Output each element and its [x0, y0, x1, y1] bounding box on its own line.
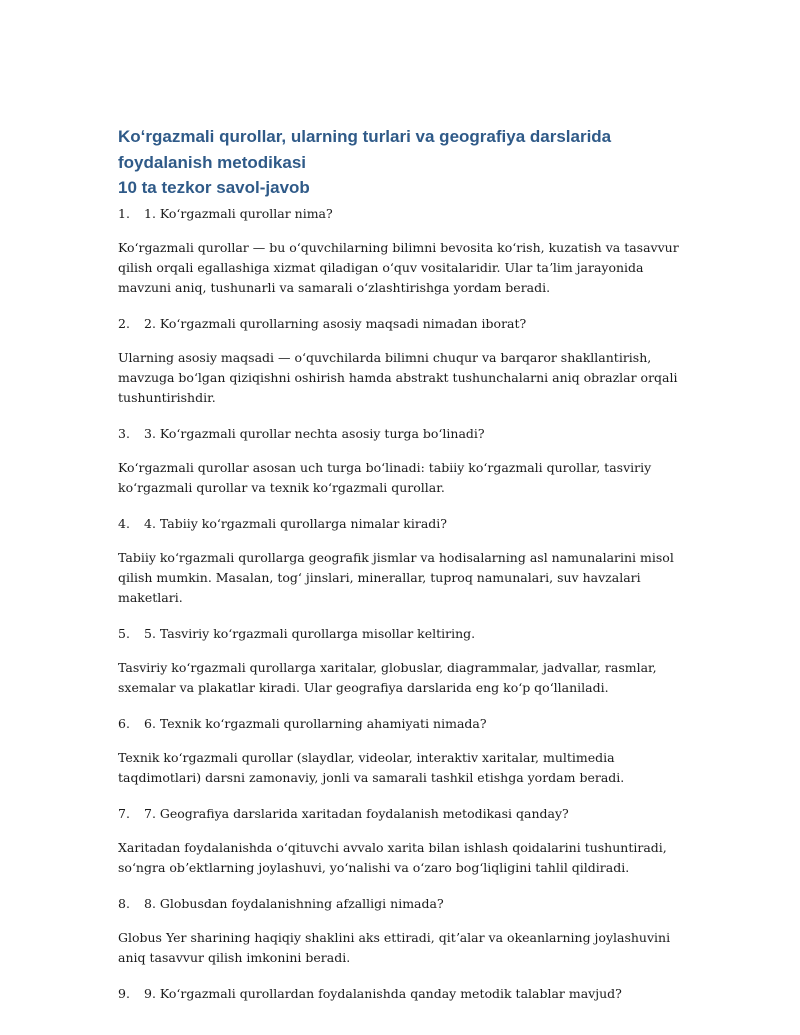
question-number: 5. — [118, 626, 130, 641]
answer-text: Tasviriy koʻrgazmali qurollarga xaritalar, globuslar, diagrammalar, jadvallar, rasmlar, sxemalar va plakatlar kiradi. Ular geografiya darslarida eng koʻp qoʻllaniladi. — [118, 660, 657, 695]
question-text: 6. Texnik koʻrgazmali qurollarning ahamiyati nimada? — [144, 716, 487, 731]
question-text: 5. Tasviriy koʻrgazmali qurollarga misollar keltiring. — [144, 626, 476, 641]
question-text: 8. Globusdan foydalanishning afzalligi nimada? — [144, 896, 444, 911]
answer-text: Xaritadan foydalanishda oʻqituvchi avvalo xarita bilan ishlash qoidalarini tushuntiradi, soʻngra obʼektlarning joylashuvi, yoʻnalishi va oʻzaro bogʻliqligini tahlil qildiradi. — [118, 840, 667, 875]
question-number: 4. — [118, 516, 130, 531]
question-item — [118, 314, 690, 334]
question-item — [118, 804, 690, 824]
question-number: 7. — [118, 806, 130, 821]
document-subtitle: 10 ta tezkor savol-javob — [118, 178, 310, 197]
question-item — [118, 204, 690, 224]
question-text: 7. Geografiya darslarida xaritadan foydalanish metodikasi qanday? — [144, 806, 569, 821]
question-text: 4. Tabiiy koʻrgazmali qurollarga nimalar kiradi? — [144, 516, 447, 531]
question-number: 1. — [118, 206, 130, 221]
question-text: 2. Koʻrgazmali qurollarning asosiy maqsadi nimadan iborat? — [144, 316, 527, 331]
answer-text: Texnik koʻrgazmali qurollar (slaydlar, videolar, interaktiv xaritalar, multimedia taqdimotlari) darsni zamonaviy, jonli va samarali tashkil etishga yordam beradi. — [118, 750, 625, 785]
question-number: 3. — [118, 426, 130, 441]
question-text: 3. Koʻrgazmali qurollar nechta asosiy turga boʻlinadi? — [144, 426, 485, 441]
document-title: Koʻrgazmali qurollar, ularning turlari va geografiya darslarida foydalanish metodikasi — [118, 127, 612, 172]
answer-text: Globus Yer sharining haqiqiy shaklini aks ettiradi, qitʼalar va okeanlarning joylashuvini aniq tasavvur qilish imkonini beradi. — [118, 930, 671, 965]
question-number: 9. — [118, 986, 130, 1001]
question-item — [118, 514, 690, 534]
question-text: 1. Koʻrgazmali qurollar nima? — [144, 206, 333, 221]
question-item — [118, 984, 690, 1004]
answer-text: Ularning asosiy maqsadi — oʻquvchilarda bilimni chuqur va barqaror shakllantirish, mavzuga boʻlgan qiziqishni oshirish hamda abstrakt tushunchalarni aniq obrazlar orqali tushuntirishdir. — [118, 350, 678, 405]
question-number: 6. — [118, 716, 130, 731]
question-number: 8. — [118, 896, 130, 911]
question-item — [118, 424, 690, 444]
question-item — [118, 624, 690, 644]
question-number: 2. — [118, 316, 130, 331]
question-item — [118, 894, 690, 914]
qa-list — [118, 204, 690, 1004]
document-content — [118, 124, 690, 1018]
answer-text: Koʻrgazmali qurollar — bu oʻquvchilarning bilimni bevosita koʻrish, kuzatish va tasavvur qilish orqali egallashiga xizmat qiladigan oʻquv vositalaridir. Ular taʼlim jarayonida mavzuni aniq, tushunarli va samarali oʻzlashtirishga yordam beradi. — [118, 240, 679, 295]
question-item — [118, 714, 690, 734]
answer-text: Tabiiy koʻrgazmali qurollarga geografik jismlar va hodisalarning asl namunalarini misol qilish mumkin. Masalan, togʻ jinslari, minerallar, tuproq namunalari, suv havzalari maketlari. — [118, 550, 674, 605]
answer-text: Koʻrgazmali qurollar asosan uch turga boʻlinadi: tabiiy koʻrgazmali qurollar, tasviriy koʻrgazmali qurollar va texnik koʻrgazmali qurollar. — [118, 460, 652, 495]
question-text: 9. Koʻrgazmali qurollardan foydalanishda qanday metodik talablar mavjud? — [144, 986, 622, 1001]
